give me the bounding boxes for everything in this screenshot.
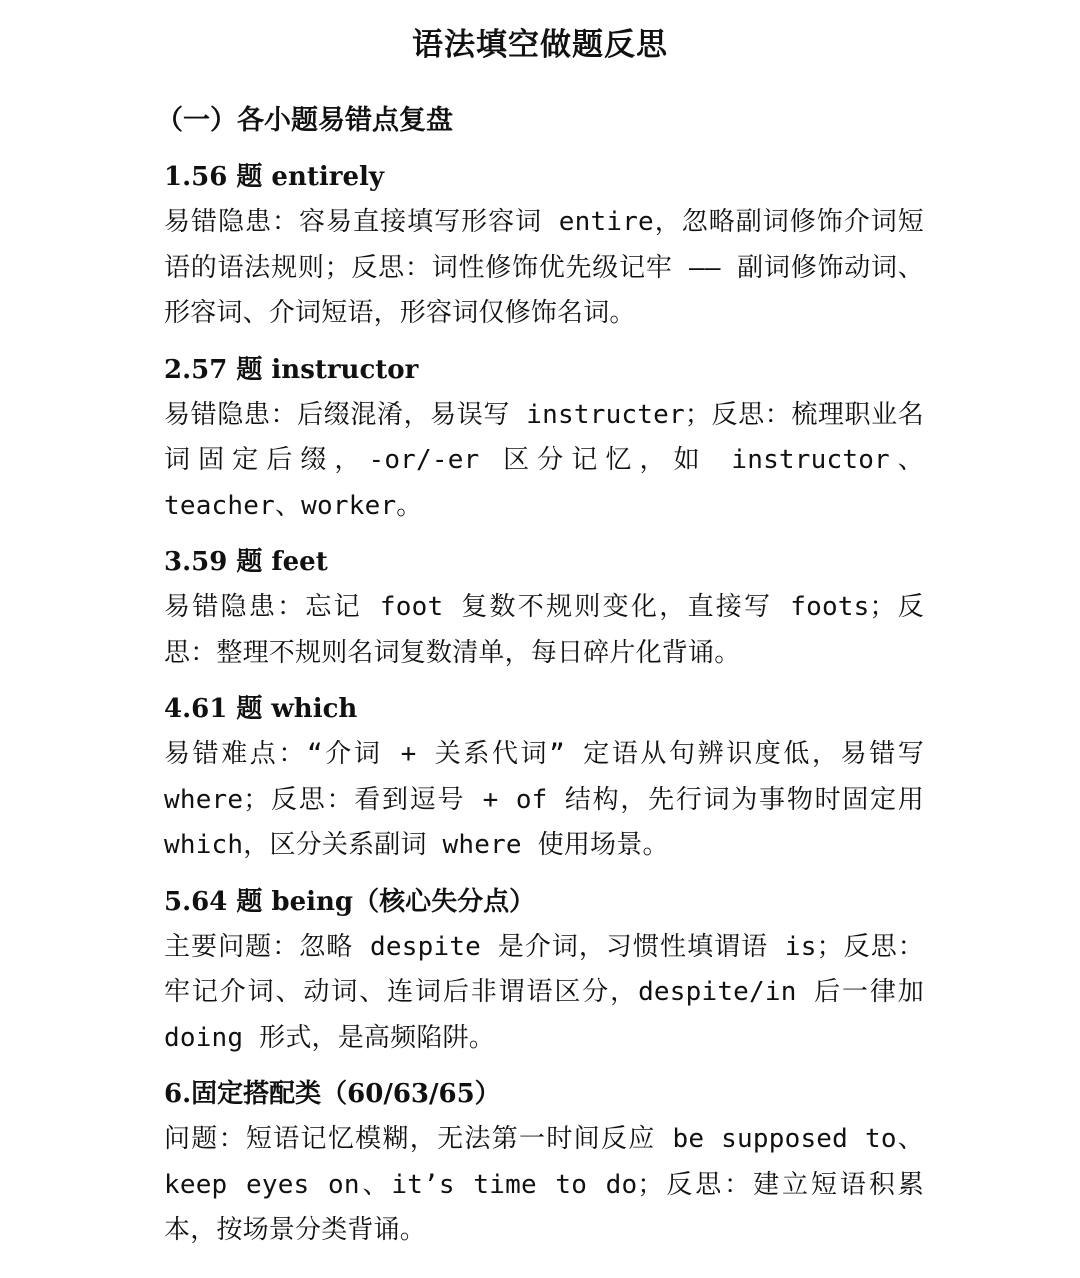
list-item: [164, 154, 924, 337]
list-item: [164, 1071, 924, 1254]
item-body: 易错隐患：忘记 foot 复数不规则变化，直接写 foots；反思：整理不规则名词复数清单，每日碎片化背诵。: [164, 592, 924, 668]
item-heading: 3.59 题 feet: [164, 547, 328, 577]
item-heading: 1.56 题 entirely: [164, 162, 384, 192]
item-body: 易错隐患：后缀混淆，易误写 instructer；反思：梳理职业名词固定后缀，-or/-er 区分记忆，如 instructor、teacher、worker。: [164, 399, 924, 521]
document-title: 语法填空做题反思: [412, 27, 668, 63]
item-heading: 2.57 题 instructor: [164, 354, 419, 385]
item-body: 问题：短语记忆模糊，无法第一时间反应 be supposed to、keep eyes on、it’s time to do；反思：建立短语积累本，按场景分类背诵。: [164, 1124, 924, 1245]
item-body: 易错隐患：容易直接填写形容词 entire，忽略副词修饰介词短语的语法规则；反思：词性修饰优先级记牢 —— 副词修饰动词、形容词、介词短语，形容词仅修饰名词。: [164, 207, 924, 328]
list-item: [164, 686, 924, 869]
item-heading: 4.61 题 which: [164, 694, 358, 724]
list-item: [164, 347, 924, 530]
document-content: [156, 98, 924, 1264]
section-heading: （一）各小题易错点复盘: [156, 105, 453, 136]
item-heading: 6.固定搭配类（60/63/65）: [164, 1079, 501, 1109]
list-item: [164, 879, 924, 1062]
item-body: 易错难点：“介词 + 关系代词” 定语从句辨识度低，易错写 where；反思：看到逗号 + of 结构，先行词为事物时固定用 which，区分关系副词 where 使用场景。: [164, 739, 924, 860]
list-item: [164, 539, 924, 676]
item-heading: 5.64 题 being（核心失分点）: [164, 886, 536, 917]
item-body: 主要问题：忽略 despite 是介词，习惯性填谓语 is；反思：牢记介词、动词、连词后非谓语区分，despite/in 后一律加 doing 形式，是高频陷阱。: [164, 931, 924, 1053]
